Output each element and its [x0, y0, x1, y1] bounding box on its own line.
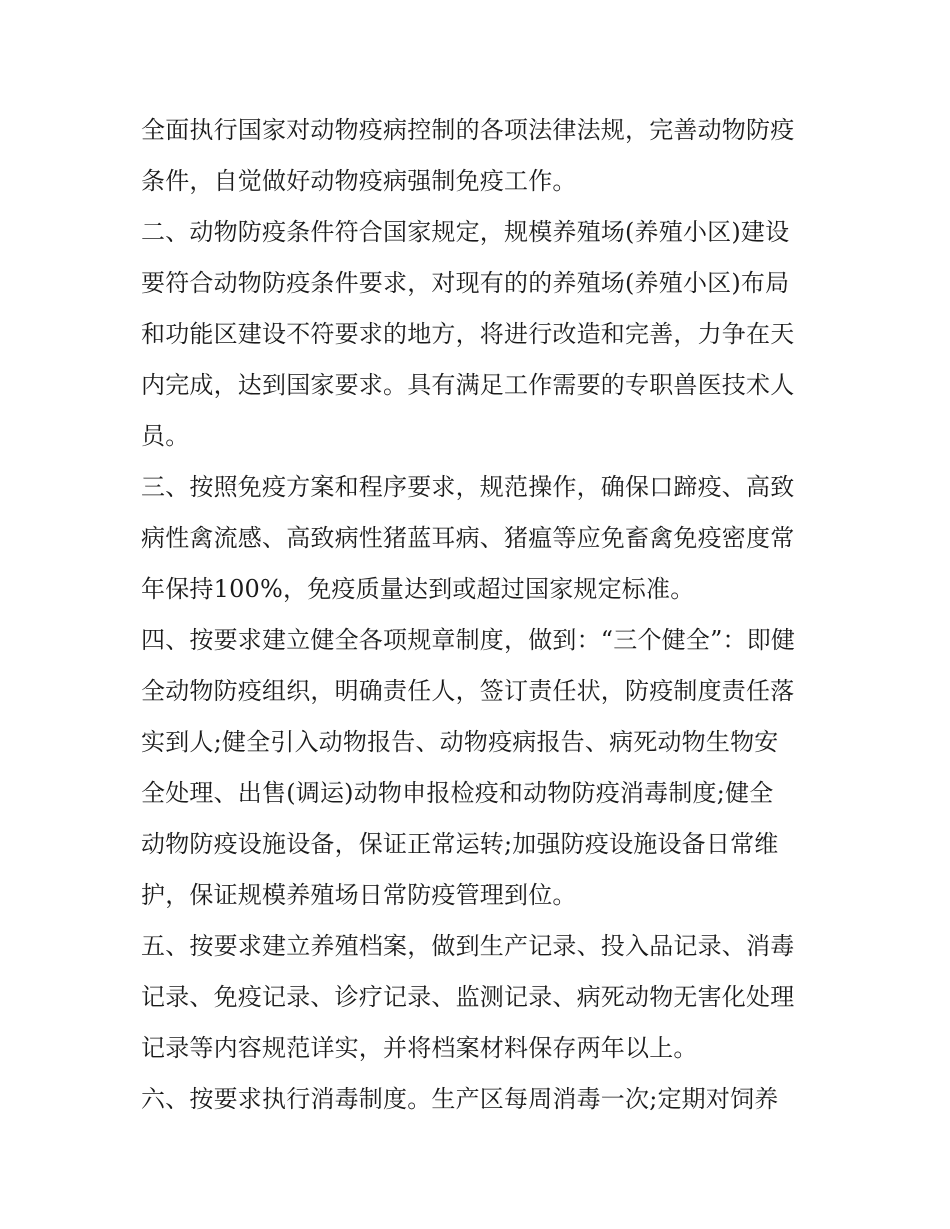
text-line: 全处理、出售(调运)动物申报检疫和动物防疫消毒制度;健全 [141, 779, 774, 807]
text-line: 记录、免疫记录、诊疗记录、监测记录、病死动物无害化处理 [141, 983, 795, 1011]
text-line: 条件，自觉做好动物疫病强制免疫工作。 [141, 167, 577, 195]
text-line: 病性禽流感、高致病性猪蓝耳病、猪瘟等应免畜禽免疫密度常 [141, 524, 795, 552]
text-line: 三、按照免疫方案和程序要求，规范操作，确保口蹄疫、高致 [141, 473, 795, 501]
text-line: 四、按要求建立健全各项规章制度，做到：“三个健全”：即健 [141, 626, 796, 654]
text-line: 全面执行国家对动物疫病控制的各项法律法规，完善动物防疫 [141, 116, 795, 144]
text-line: 内完成，达到国家要求。具有满足工作需要的专职兽医技术人 [141, 371, 795, 399]
text-line: 员。 [141, 422, 190, 450]
text-line: 动物防疫设施设备，保证正常运转;加强防疫设施设备日常维 [141, 830, 779, 858]
text-line: 要符合动物防疫条件要求，对现有的的养殖场(养殖小区)布局 [141, 269, 790, 297]
text-line: 六、按要求执行消毒制度。生产区每周消毒一次;定期对饲养 [141, 1085, 779, 1113]
text-line: 全动物防疫组织，明确责任人，签订责任状，防疫制度责任落 [141, 677, 795, 705]
text-line: 年保持100%，免疫质量达到或超过国家规定标准。 [141, 575, 695, 603]
text-line: 记录等内容规范详实，并将档案材料保存两年以上。 [141, 1034, 698, 1062]
text-line: 五、按要求建立养殖档案，做到生产记录、投入品记录、消毒 [141, 932, 795, 960]
text-line: 二、动物防疫条件符合国家规定，规模养殖场(养殖小区)建设 [141, 218, 790, 246]
text-line: 护，保证规模养殖场日常防疫管理到位。 [141, 881, 577, 909]
text-line: 实到人;健全引入动物报告、动物疫病报告、病死动物生物安 [141, 728, 779, 756]
text-line: 和功能区建设不符要求的地方，将进行改造和完善，力争在天 [141, 320, 795, 348]
